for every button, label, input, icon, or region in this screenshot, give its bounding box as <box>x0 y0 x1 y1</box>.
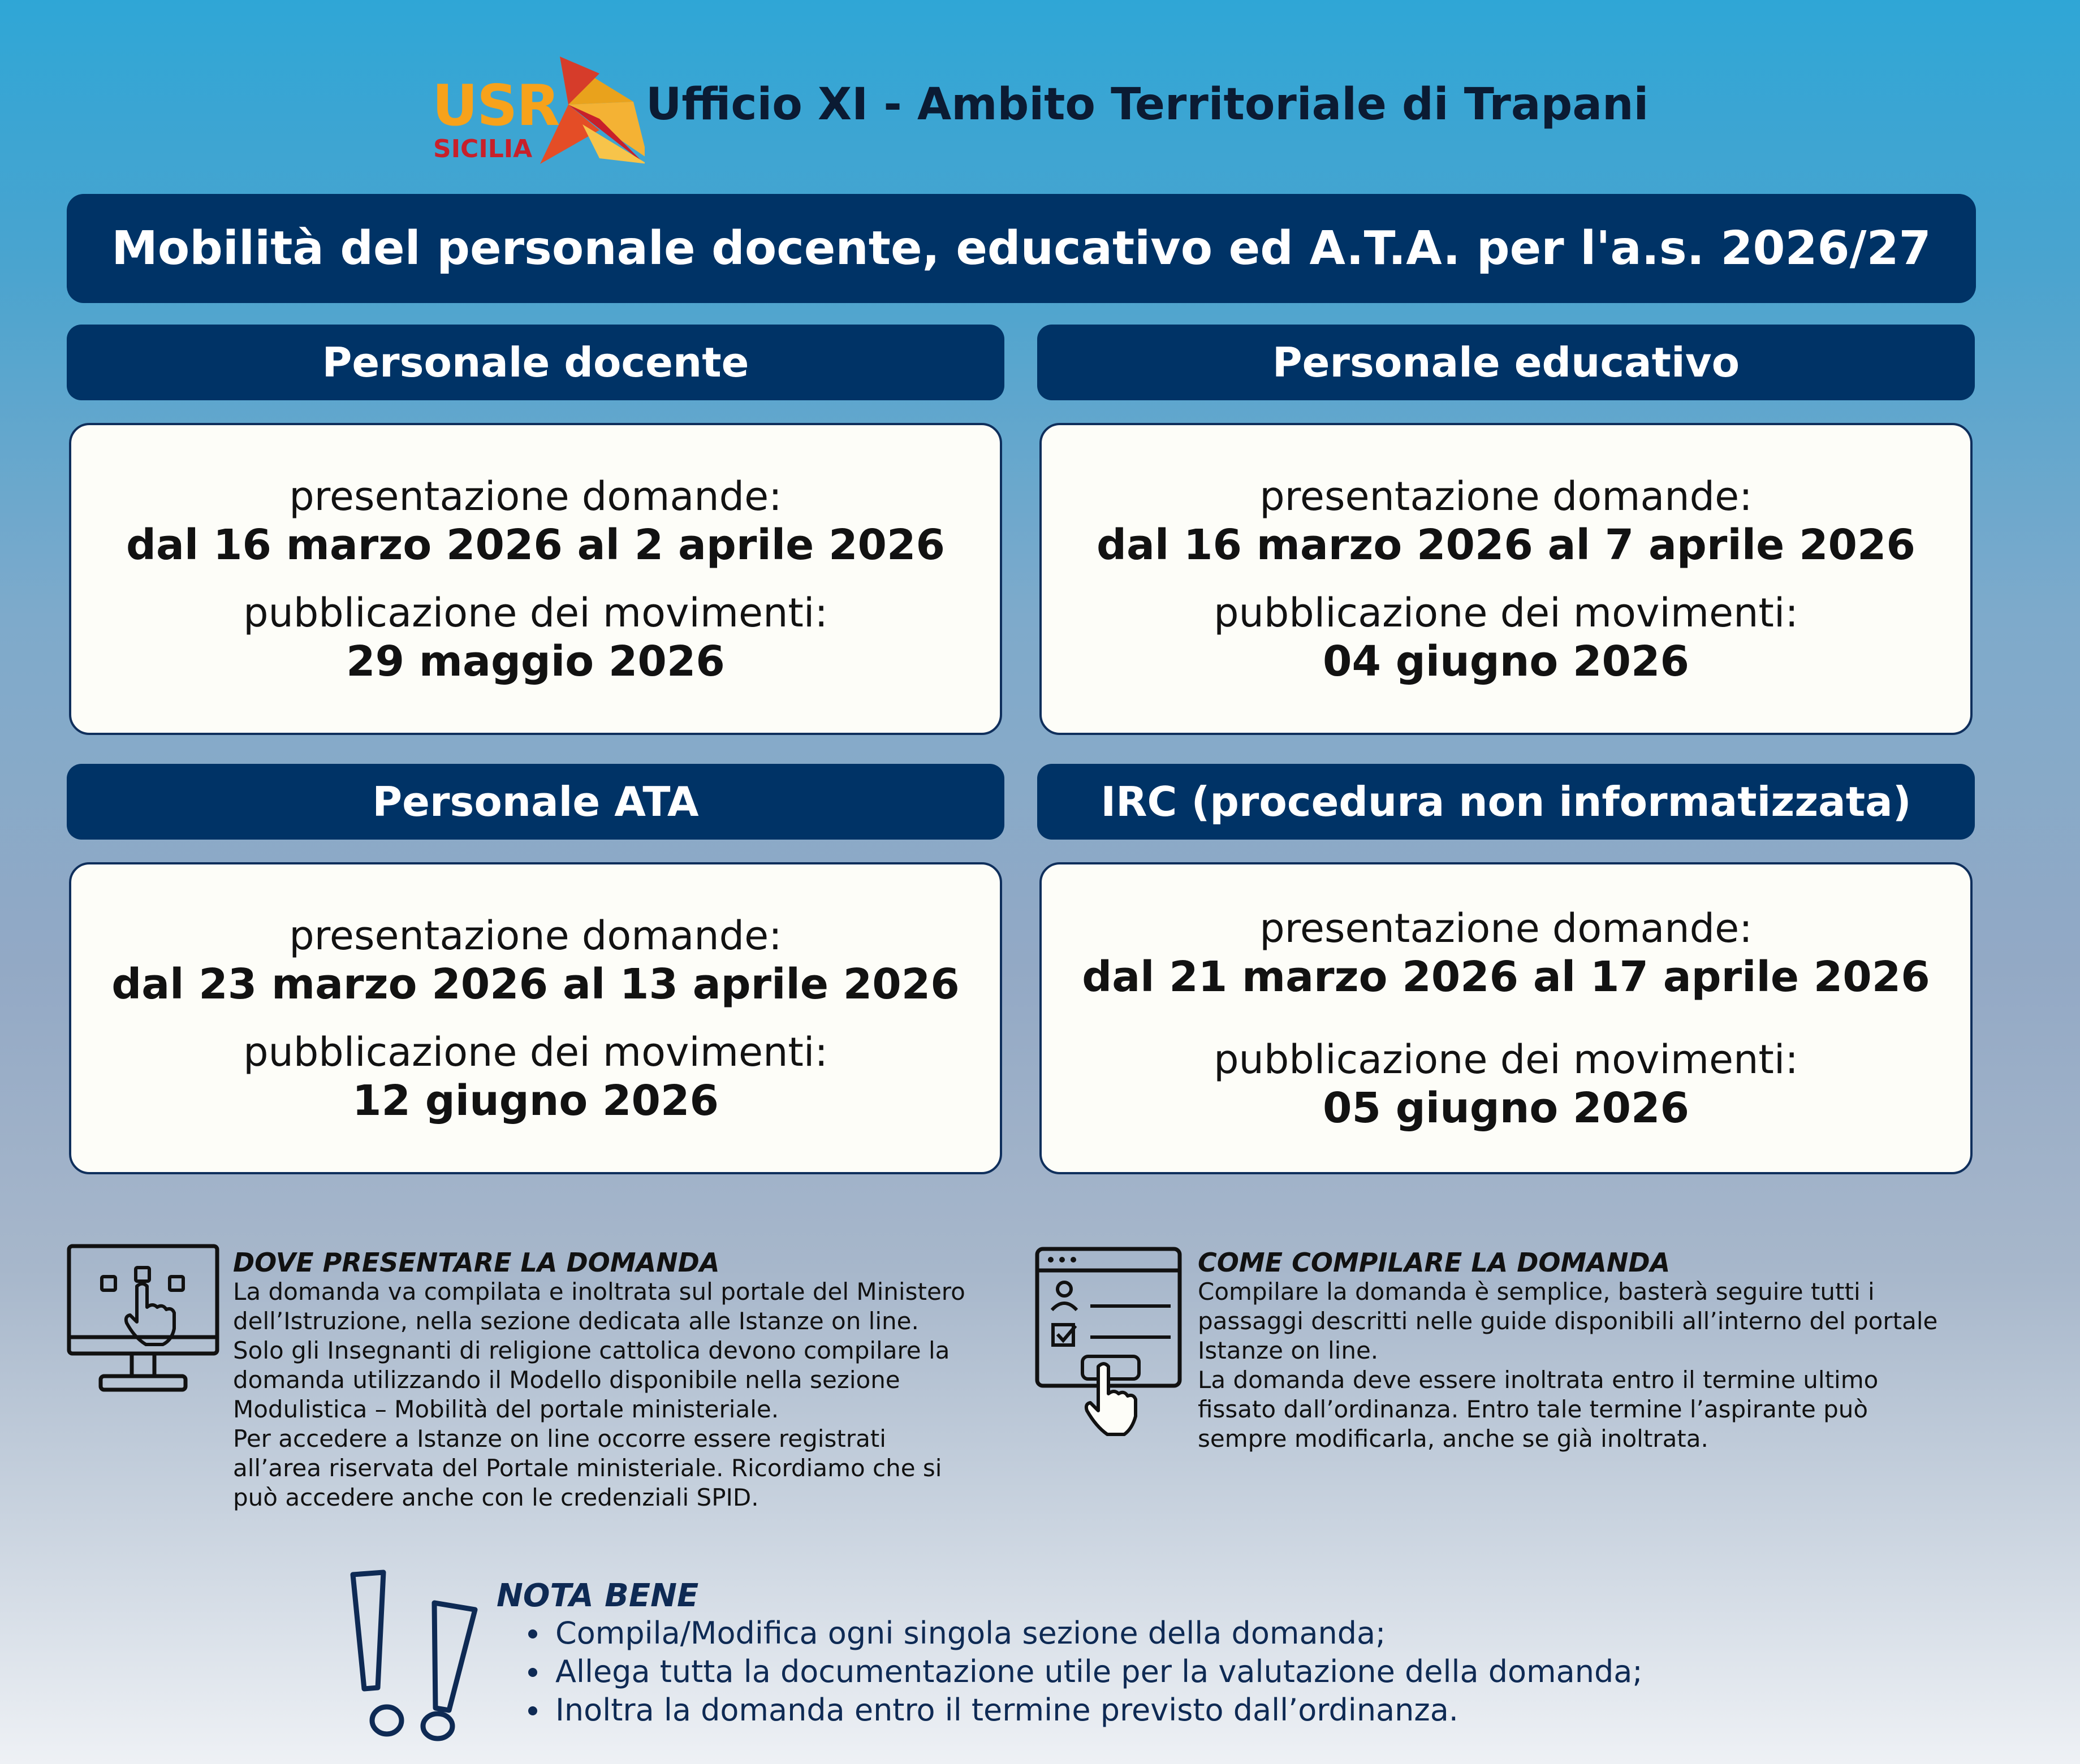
dove-line: all’area riservata del Portale ministeriale. Ricordiamo che si <box>233 1454 942 1482</box>
come-title: COME COMPILARE LA DOMANDA <box>1198 1247 1671 1278</box>
card-heading-ata <box>67 764 1004 840</box>
presentazione-label: presentazione domande: <box>289 913 782 959</box>
pubblicazione-label: pubblicazione dei movimenti: <box>1214 1036 1798 1083</box>
come-line: La domanda deve essere inoltrata entro il termine ultimo <box>1198 1366 1879 1394</box>
dove-line: domanda utilizzando il Modello disponibile nella sezione <box>233 1366 900 1394</box>
come-line: passaggi descritti nelle guide disponibili all’interno del portale <box>1198 1307 1938 1335</box>
form-fill-icon <box>1035 1247 1182 1447</box>
pubblicazione-date: 29 maggio 2026 <box>346 637 725 686</box>
dove-line: Solo gli Insegnanti di religione cattolica devono compilare la <box>233 1337 950 1364</box>
pubblicazione-date: 04 giugno 2026 <box>1323 637 1689 686</box>
presentazione-dates: dal 16 marzo 2026 al 7 aprile 2026 <box>1096 521 1916 569</box>
card-docente <box>69 423 1002 735</box>
pubblicazione-label: pubblicazione dei movimenti: <box>243 1029 828 1075</box>
logo-sicilia-text: SICILIA <box>433 135 533 163</box>
card-irc <box>1039 862 1973 1174</box>
dove-title: DOVE PRESENTARE LA DOMANDA <box>233 1247 720 1278</box>
come-line: fissato dall’ordinanza. Entro tale termine l’aspirante può <box>1198 1395 1868 1423</box>
presentazione-dates: dal 16 marzo 2026 al 2 aprile 2026 <box>126 521 946 569</box>
come-compilare-block <box>1198 1248 1937 1454</box>
card-heading-docente <box>67 325 1004 400</box>
presentazione-label: presentazione domande: <box>1259 473 1753 520</box>
card-heading-text: IRC (procedura non informatizzata) <box>1101 778 1911 825</box>
card-heading-text: Personale ATA <box>372 778 699 825</box>
dove-line: La domanda va compilata e inoltrata sul portale del Ministero <box>233 1278 965 1305</box>
come-line: Istanze on line. <box>1198 1337 1379 1364</box>
card-ata <box>69 862 1002 1174</box>
presentazione-dates: dal 21 marzo 2026 al 17 aprile 2026 <box>1082 953 1930 1001</box>
pubblicazione-label: pubblicazione dei movimenti: <box>1214 590 1798 636</box>
dove-presentare-block <box>233 1248 965 1512</box>
page-title: Mobilità del personale docente, educativo ed A.T.A. per l'a.s. 2026/27 <box>111 222 1931 275</box>
dove-line: Modulistica – Mobilità del portale ministeriale. <box>233 1395 779 1423</box>
come-line: sempre modificarla, anche se già inoltrata. <box>1198 1425 1708 1452</box>
card-heading-educativo <box>1037 325 1975 400</box>
come-line: Compilare la domanda è semplice, basterà seguire tutti i <box>1198 1278 1875 1305</box>
pubblicazione-label: pubblicazione dei movimenti: <box>243 590 828 636</box>
nota-bene-list <box>526 1614 1643 1730</box>
list-item: Inoltra la domanda entro il termine previsto dall’ordinanza. <box>526 1691 1643 1730</box>
logo-usr-text: USR <box>432 72 559 139</box>
nota-bene-title: NOTA BENE <box>497 1577 699 1614</box>
exclamation-marks-icon <box>349 1569 485 1746</box>
dove-line: dell’Istruzione, nella sezione dedicata alle Istanze on line. <box>233 1307 919 1335</box>
pubblicazione-date: 05 giugno 2026 <box>1323 1084 1689 1132</box>
card-heading-text: Personale educativo <box>1272 339 1740 386</box>
title-banner <box>67 194 1976 303</box>
list-item: Allega tutta la documentazione utile per la valutazione della domanda; <box>526 1653 1643 1691</box>
card-heading-irc <box>1037 764 1975 840</box>
list-item: Compila/Modifica ogni singola sezione della domanda; <box>526 1614 1643 1653</box>
dove-line: può accedere anche con le credenziali SPID. <box>233 1484 759 1511</box>
presentazione-dates: dal 23 marzo 2026 al 13 aprile 2026 <box>111 960 960 1009</box>
dove-line: Per accedere a Istanze on line occorre essere registrati <box>233 1425 886 1452</box>
usr-sicilia-logo <box>430 51 645 170</box>
monitor-touch-icon <box>67 1244 219 1399</box>
card-heading-text: Personale docente <box>322 339 749 386</box>
pubblicazione-date: 12 giugno 2026 <box>352 1076 719 1125</box>
presentazione-label: presentazione domande: <box>1259 905 1753 952</box>
presentazione-label: presentazione domande: <box>289 473 782 520</box>
card-educativo <box>1039 423 1973 735</box>
office-title: Ufficio XI - Ambito Territoriale di Trapani <box>646 79 1649 130</box>
